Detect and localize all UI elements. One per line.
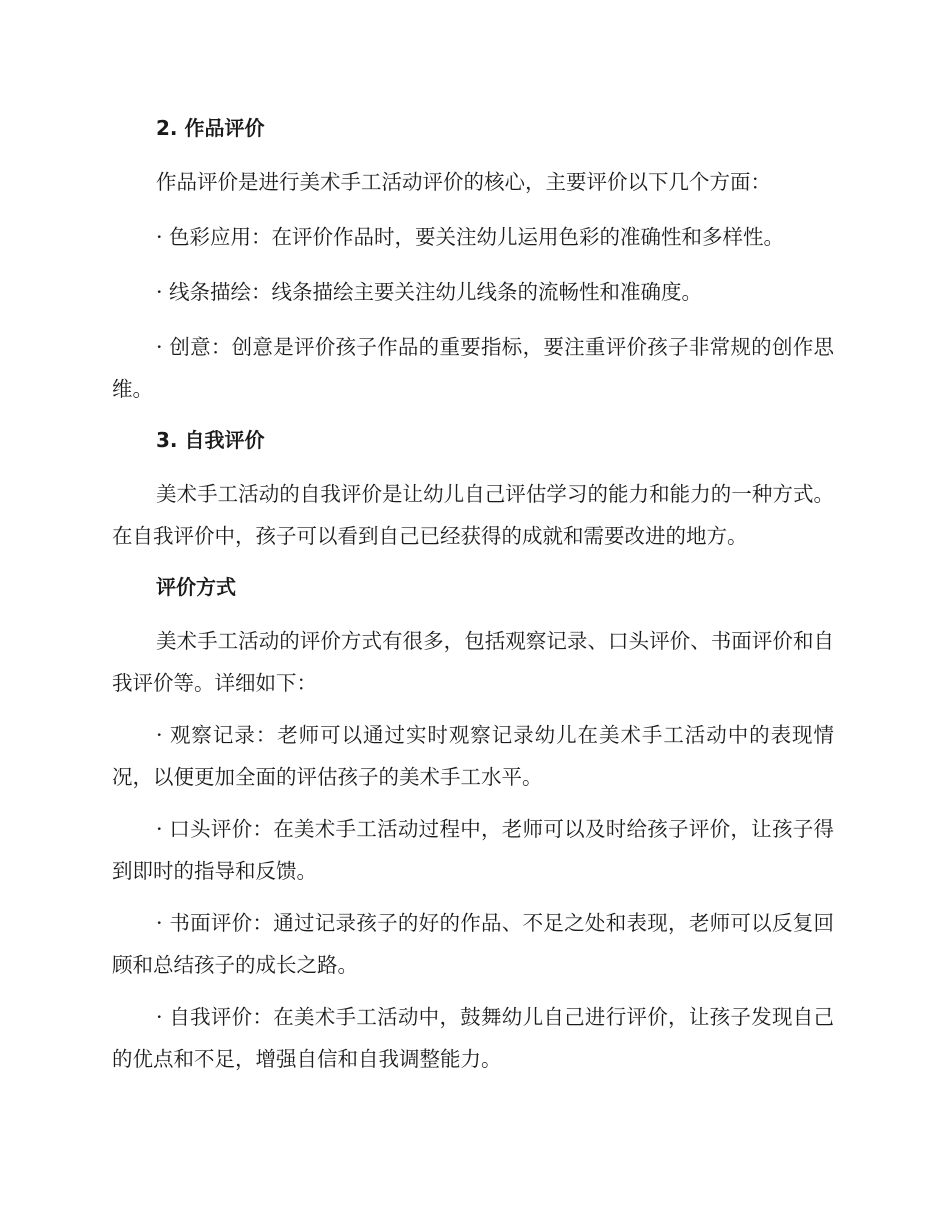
paragraph: 作品评价是进行美术手工活动评价的核心，主要评价以下几个方面：	[156, 170, 771, 194]
document-page	[112, 108, 834, 1090]
paragraph: 美术手工活动的评价方式有很多，包括观察记录、口头评价、书面评价和自我评价等。详细如下：	[112, 629, 834, 695]
bullet-item-self: · 自我评价：在美术手工活动中，鼓舞幼儿自己进行评价，让孩子发现自己的优点和不足，增强自信和自我调整能力。	[112, 1005, 834, 1071]
bullet-item-observation: · 观察记录：老师可以通过实时观察记录幼儿在美术手工活动中的表现情况，以便更加全面的评估孩子的美术手工水平。	[112, 723, 834, 789]
bullet-item-creativity: · 创意：创意是评价孩子作品的重要指标，要注重评价孩子非常规的创作思维。	[112, 335, 834, 401]
section-heading-self-evaluation: 3. 自我评价	[156, 428, 265, 452]
bullet-item-written: · 书面评价：通过记录孩子的好的作品、不足之处和表现，老师可以反复回顾和总结孩子的成长之路。	[112, 911, 834, 977]
paragraph: 美术手工活动的自我评价是让幼儿自己评估学习的能力和能力的一种方式。在自我评价中，孩子可以看到自己已经获得的成就和需要改进的地方。	[112, 482, 834, 548]
section-heading-evaluation-methods: 评价方式	[156, 575, 236, 599]
bullet-item-lines: · 线条描绘：线条描绘主要关注幼儿线条的流畅性和准确度。	[156, 280, 703, 304]
bullet-item-color: · 色彩应用：在评价作品时，要关注幼儿运用色彩的准确性和多样性。	[156, 225, 785, 249]
bullet-item-oral: · 口头评价：在美术手工活动过程中，老师可以及时给孩子评价，让孩子得到即时的指导和反馈。	[112, 817, 834, 883]
section-heading-work-evaluation: 2. 作品评价	[156, 116, 265, 140]
